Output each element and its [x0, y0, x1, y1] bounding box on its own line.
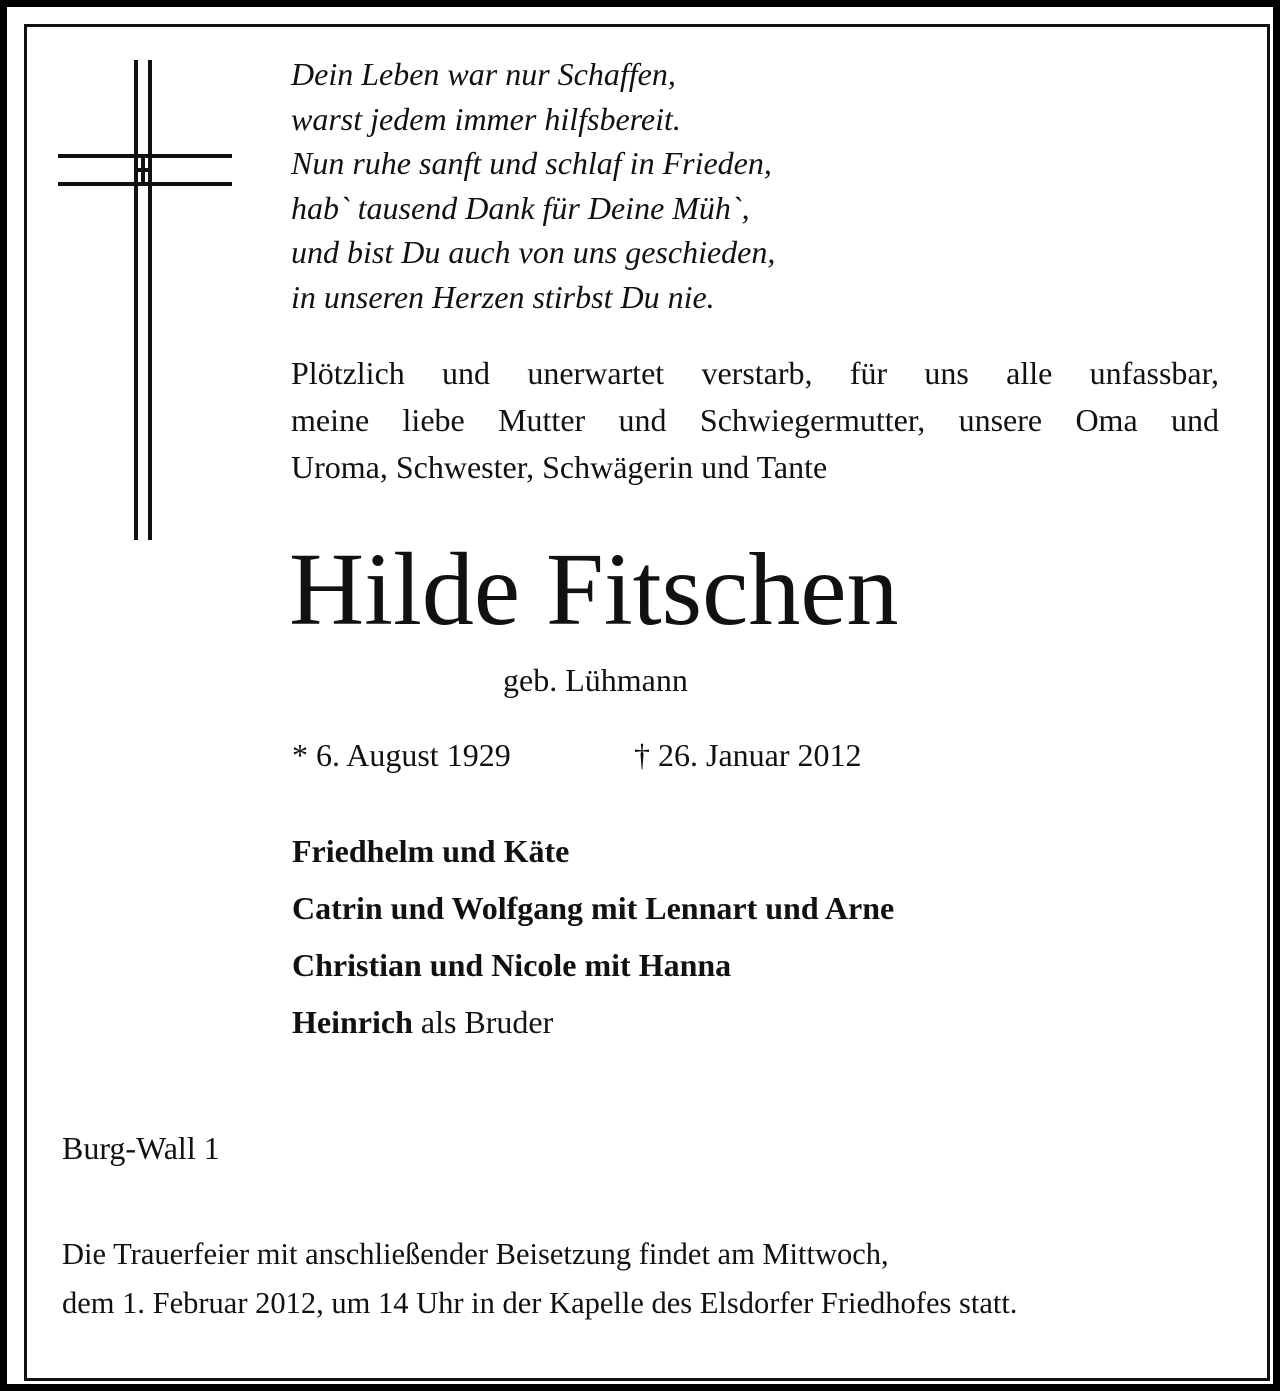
poem-line: warst jedem immer hilfsbereit.: [291, 100, 681, 137]
poem-line: und bist Du auch von uns geschieden,: [291, 234, 776, 271]
maiden-name: geb. Lühmann: [503, 662, 688, 698]
mourner-names: Christian und Nicole mit Hanna: [292, 947, 732, 983]
deceased-name: Hilde Fitschen: [289, 532, 899, 647]
service-line: dem 1. Februar 2012, um 14 Uhr in der Kapelle des Elsdorfer Friedhofes statt.: [62, 1286, 1018, 1320]
mourner-names: Heinrich: [292, 1004, 413, 1040]
poem-line: Dein Leben war nur Schaffen,: [291, 56, 676, 92]
mourner-row: [292, 831, 894, 888]
service-line: Die Trauerfeier mit anschließender Beisetzung findet am Mittwoch,: [62, 1237, 889, 1271]
poem-line: hab` tausend Dank für Deine Müh`,: [291, 189, 750, 226]
birth-date: * 6. August 1929: [292, 737, 511, 773]
announcement-line: Plötzlich und unerwartet verstarb, für uns alle unfassbar,: [291, 355, 1219, 391]
mourner-row: [292, 888, 894, 945]
service-info: [62, 1230, 1017, 1328]
mourner-relation: als Bruder: [412, 1004, 554, 1040]
poem-line: Nun ruhe sanft und schlaf in Frieden,: [291, 145, 772, 182]
mourner-row: [292, 945, 894, 1002]
announcement-line: meine liebe Mutter und Schwiegermutter, unsere Oma und: [291, 402, 1219, 438]
death-date: † 26. Januar 2012: [634, 737, 862, 773]
double-line-cross-icon: [58, 60, 232, 540]
poem: [291, 52, 775, 320]
mourner-names: Catrin und Wolfgang mit Lennart und Arne: [292, 890, 895, 926]
mourner-names: Friedhelm und Käte: [292, 833, 570, 869]
announcement-line: Uroma, Schwester, Schwägerin und Tante: [291, 449, 828, 485]
mourner-row: [292, 1002, 894, 1059]
poem-line: in unseren Herzen stirbst Du nie.: [291, 278, 715, 315]
announcement-text: [291, 350, 1219, 491]
mourners-list: [292, 831, 894, 1059]
address: Burg-Wall 1: [62, 1130, 220, 1166]
